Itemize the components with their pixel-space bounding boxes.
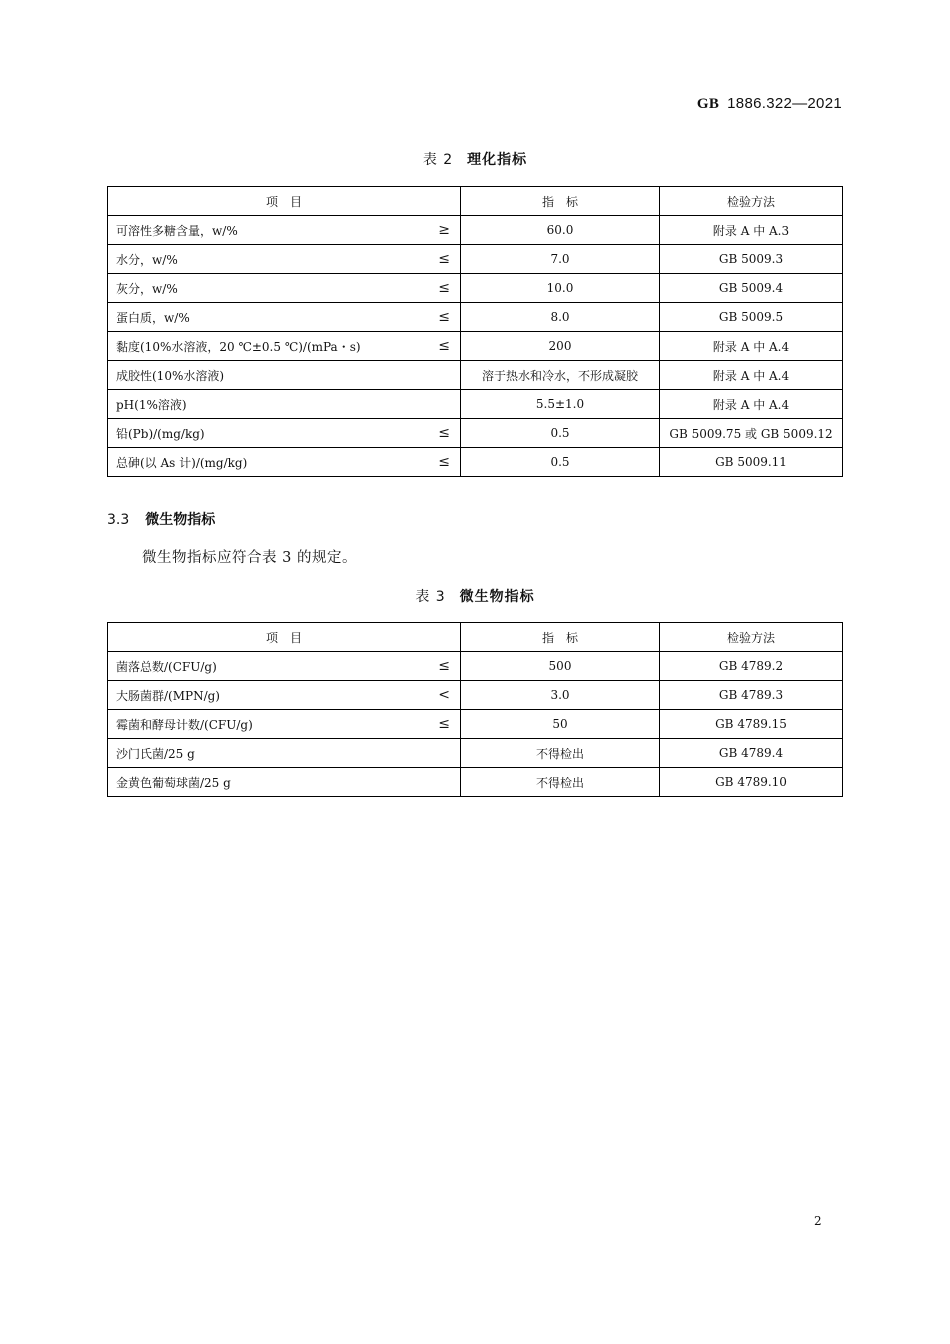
value-cell: 50 <box>460 710 659 739</box>
table-row <box>108 419 843 448</box>
item-cell <box>108 419 461 448</box>
table-header-row <box>108 623 843 652</box>
table2-caption <box>0 149 950 169</box>
comparison-symbol: ≤ <box>438 309 450 325</box>
item-label: 金黄色葡萄球菌/25 g <box>116 775 231 790</box>
method-cell: GB 4789.10 <box>660 768 843 797</box>
column-header-item: 项 目 <box>108 623 461 652</box>
method-cell: 附录 A 中 A.4 <box>660 332 843 361</box>
section-heading <box>107 509 215 529</box>
method-cell: 附录 A 中 A.4 <box>660 390 843 419</box>
comparison-symbol: ≤ <box>438 251 450 267</box>
comparison-symbol: ≤ <box>438 454 450 470</box>
item-label: 灰分，w/% <box>116 281 178 296</box>
value-cell: 10.0 <box>460 274 659 303</box>
table-row <box>108 332 843 361</box>
table2-physicochemical <box>107 186 843 477</box>
table-row <box>108 303 843 332</box>
item-cell <box>108 768 461 797</box>
value-cell: 60.0 <box>460 216 659 245</box>
table3-caption <box>0 586 950 606</box>
item-label: 黏度(10%水溶液，20 ℃±0.5 ℃)/(mPa・s) <box>116 339 361 354</box>
value-cell: 3.0 <box>460 681 659 710</box>
method-cell: GB 5009.5 <box>660 303 843 332</box>
item-cell <box>108 216 461 245</box>
method-cell: GB 4789.2 <box>660 652 843 681</box>
comparison-symbol: ≤ <box>438 338 450 354</box>
column-header-method: 检验方法 <box>660 623 843 652</box>
method-cell: GB 4789.3 <box>660 681 843 710</box>
value-cell: 0.5 <box>460 419 659 448</box>
value-cell: 7.0 <box>460 245 659 274</box>
item-label: 大肠菌群/(MPN/g) <box>116 688 220 703</box>
item-cell <box>108 681 461 710</box>
item-label: 可溶性多糖含量，w/% <box>116 223 238 238</box>
item-cell <box>108 245 461 274</box>
item-cell <box>108 274 461 303</box>
item-cell <box>108 332 461 361</box>
item-label: 蛋白质，w/% <box>116 310 190 325</box>
column-header-value: 指 标 <box>460 623 659 652</box>
table3-caption-number: 表 3 <box>415 589 446 605</box>
method-cell: GB 5009.75 或 GB 5009.12 <box>660 419 843 448</box>
comparison-symbol: ≤ <box>438 716 450 732</box>
item-label: 总砷(以 As 计)/(mg/kg) <box>116 455 248 470</box>
item-cell <box>108 739 461 768</box>
value-cell: 不得检出 <box>460 739 659 768</box>
comparison-symbol: ≤ <box>438 280 450 296</box>
standard-number <box>697 95 842 113</box>
item-label: 水分，w/% <box>116 252 178 267</box>
method-cell: GB 5009.11 <box>660 448 843 477</box>
table-row <box>108 361 843 390</box>
table3-caption-title: 微生物指标 <box>459 589 535 605</box>
item-label: 菌落总数/(CFU/g) <box>116 659 217 674</box>
table-header-row <box>108 187 843 216</box>
table-row <box>108 274 843 303</box>
section-paragraph: 微生物指标应符合表 3 的规定。 <box>142 550 357 566</box>
method-cell: GB 4789.4 <box>660 739 843 768</box>
comparison-symbol: < <box>438 687 450 703</box>
method-cell: GB 4789.15 <box>660 710 843 739</box>
value-cell: 200 <box>460 332 659 361</box>
method-cell: GB 5009.4 <box>660 274 843 303</box>
table-row <box>108 681 843 710</box>
item-label: 成胶性(10%水溶液) <box>116 368 225 383</box>
method-cell: 附录 A 中 A.4 <box>660 361 843 390</box>
table2-caption-number: 表 2 <box>422 152 454 168</box>
comparison-symbol: ≤ <box>438 425 450 441</box>
column-header-item: 项 目 <box>108 187 461 216</box>
column-header-method: 检验方法 <box>660 187 843 216</box>
value-cell: 溶于热水和冷水，不形成凝胶 <box>460 361 659 390</box>
value-cell: 500 <box>460 652 659 681</box>
table-row <box>108 245 843 274</box>
page-number: 2 <box>814 1214 822 1228</box>
item-cell <box>108 652 461 681</box>
section-number: 3.3 <box>107 512 130 528</box>
table-row <box>108 710 843 739</box>
table-row <box>108 652 843 681</box>
table2-caption-title: 理化指标 <box>467 152 528 168</box>
item-label: 沙门氏菌/25 g <box>116 746 195 761</box>
item-cell <box>108 303 461 332</box>
item-label: 霉菌和酵母计数/(CFU/g) <box>116 717 253 732</box>
value-cell: 不得检出 <box>460 768 659 797</box>
method-cell: GB 5009.3 <box>660 245 843 274</box>
value-cell: 0.5 <box>460 448 659 477</box>
table3-microbiological <box>107 622 843 797</box>
column-header-value: 指 标 <box>460 187 659 216</box>
standard-code: GB <box>696 96 720 112</box>
item-cell <box>108 710 461 739</box>
table-row <box>108 448 843 477</box>
item-label: 铅(Pb)/(mg/kg) <box>116 426 205 441</box>
method-cell: 附录 A 中 A.3 <box>660 216 843 245</box>
comparison-symbol: ≥ <box>438 222 450 238</box>
table-row <box>108 739 843 768</box>
table-row <box>108 768 843 797</box>
item-cell <box>108 448 461 477</box>
table-row <box>108 216 843 245</box>
table-row <box>108 390 843 419</box>
value-cell: 8.0 <box>460 303 659 332</box>
standard-number-value: 1886.322—2021 <box>727 95 842 112</box>
comparison-symbol: ≤ <box>438 658 450 674</box>
item-cell <box>108 390 461 419</box>
item-label: pH(1%溶液) <box>116 397 187 412</box>
item-cell <box>108 361 461 390</box>
value-cell: 5.5±1.0 <box>460 390 659 419</box>
section-title: 微生物指标 <box>145 512 216 528</box>
